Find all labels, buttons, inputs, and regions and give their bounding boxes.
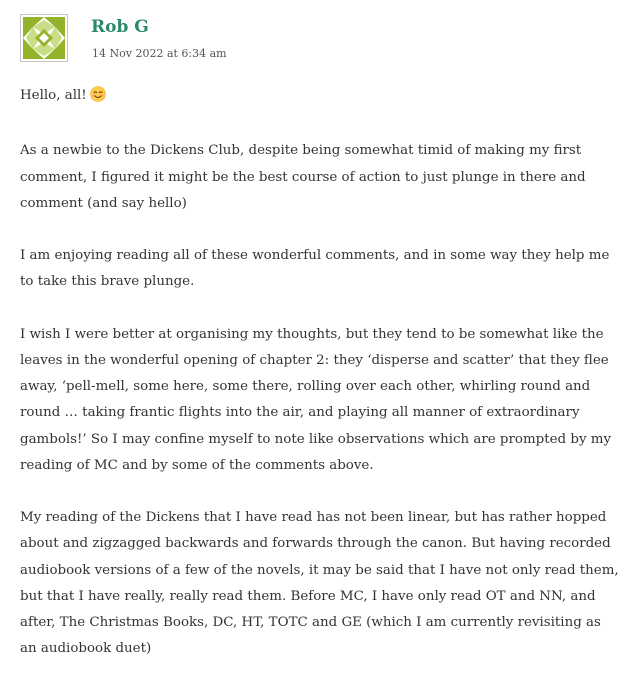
comment-paragraph: I wish I were better at organising my thoughts, but they tend to be somewhat like the leaves in the wonderful opening of chapter 2: they ‘disperse and scatter’ that they flee away, ‘pell-mell, some here, some there, rolling over each other, whirling round and round … taking frantic flights into the air, and playing all manner of extraordinary gambols!’ So I may confine myself to note like observations which are prompted by my reading of MC and by some of the comments above.	[20, 326, 612, 473]
comment-paragraph: I am enjoying reading all of these wonderful comments, and in some way they help me to take this brave plunge.	[20, 248, 610, 290]
avatar[interactable]	[20, 14, 68, 62]
comment-body	[20, 83, 620, 689]
identicon-avatar-icon	[21, 15, 67, 61]
comment-greeting	[20, 83, 620, 112]
comment-paragraph: As a newbie to the Dickens Club, despite being somewhat timid of making my first comment, I figured it might be the best course of action to just plunge in there and comment (and say hello)	[20, 143, 586, 211]
smiling-face-emoji-icon	[90, 86, 106, 112]
comment-paragraph: My reading of the Dickens that I have read has not been linear, but has rather hopped about and zigzagged backwards and forwards through the canon. But having recorded audiobook versions of a few of the novels, it may be said that I have not only read them, but that I have really, really read them. Before MC, I have only read OT and NN, and after, The Christmas Books, DC, HT, TOTC and GE (which I am currently revisiting as an audiobook duet)	[20, 510, 619, 657]
comment-timestamp-link[interactable]: 14 Nov 2022 at 6:34 am	[92, 47, 227, 60]
greeting-text: Hello, all!	[20, 88, 87, 103]
comment-author-link[interactable]: Rob G	[91, 17, 149, 37]
